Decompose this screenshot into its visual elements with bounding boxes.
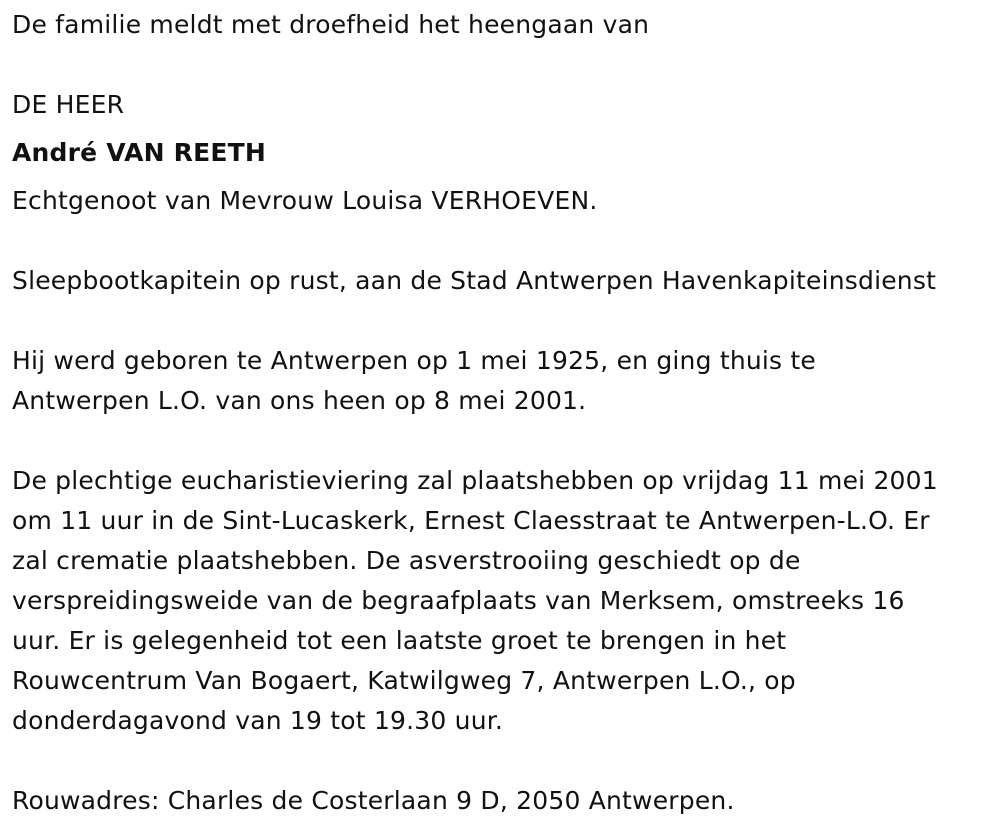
honorific: DE HEER <box>12 90 125 119</box>
ceremony-line-4: verspreidingsweide van de begraafplaats van Merksem, omstreeks 16 <box>12 586 905 615</box>
ceremony-line-5: uur. Er is gelegenheid tot een laatste groet te brengen in het <box>12 626 787 655</box>
intro-text: De familie meldt met droefheid het heengaan van <box>12 10 650 39</box>
birth-death-line-1: Hij werd geboren te Antwerpen op 1 mei 1925, en ging thuis te <box>12 346 817 375</box>
ceremony-line-1: De plechtige eucharistieviering zal plaatshebben op vrijdag 11 mei 2001 <box>12 466 938 495</box>
birth-death-line-2: Antwerpen L.O. van ons heen op 8 mei 2001. <box>12 386 587 415</box>
ceremony-line-2: om 11 uur in de Sint-Lucaskerk, Ernest Claesstraat te Antwerpen-L.O. Er <box>12 506 930 535</box>
deceased-name: André VAN REETH <box>12 138 267 167</box>
ceremony-line-6: Rouwcentrum Van Bogaert, Katwilgweg 7, Antwerpen L.O., op <box>12 666 796 695</box>
spouse-line: Echtgenoot van Mevrouw Louisa VERHOEVEN. <box>12 186 598 215</box>
occupation-line: Sleepbootkapitein op rust, aan de Stad Antwerpen Havenkapiteinsdienst <box>12 266 937 295</box>
ceremony-line-3: zal crematie plaatshebben. De asverstrooiing geschiedt op de <box>12 546 801 575</box>
ceremony-line-7: donderdagavond van 19 tot 19.30 uur. <box>12 706 504 735</box>
mourning-address: Rouwadres: Charles de Costerlaan 9 D, 2050 Antwerpen. <box>12 786 735 815</box>
